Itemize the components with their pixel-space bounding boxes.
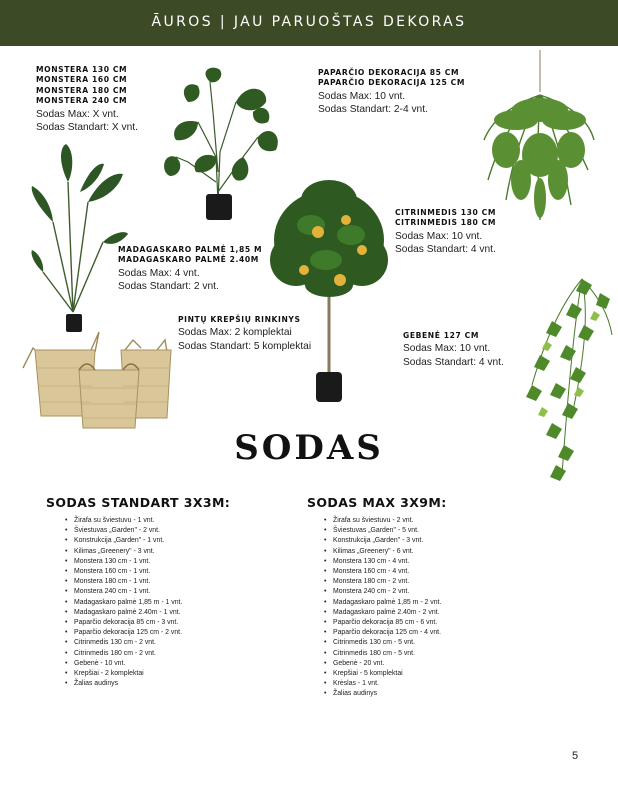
standart-quantity: Sodas Standart: 4 vnt.	[403, 357, 504, 368]
max-quantity: Sodas Max: 10 vnt.	[395, 230, 483, 242]
list-item: • Monstera 160 cm - 4 vnt.	[322, 567, 441, 577]
list-item: • Gebenė - 20 vnt.	[322, 659, 441, 669]
list-item: • Paparčio dekoracija 85 cm - 3 vnt.	[63, 618, 182, 628]
standart-quantity: Sodas Standart: 2 vnt.	[118, 281, 219, 293]
standart-quantity: Sodas Standart: 5 komplektai	[178, 341, 312, 352]
list-item: • Monstera 130 cm - 4 vnt.	[322, 557, 441, 567]
fern-info	[318, 68, 465, 117]
product-name: GEBENĖ 127 CM	[403, 331, 480, 340]
list-item: • Gebenė - 10 vnt.	[63, 659, 182, 669]
list-item: • Žirafa su šviestuvu - 1 vnt.	[63, 516, 182, 526]
list-item: • Paparčio dekoracija 125 cm - 4 vnt.	[322, 628, 441, 638]
list-item: • Monstera 180 cm - 2 vnt.	[322, 577, 441, 587]
list-item: • Madagaskaro palmė 1,85 m - 1 vnt.	[63, 598, 182, 608]
lemon-tree-icon	[266, 180, 392, 408]
product-name: MONSTERA 240 CM	[36, 96, 128, 106]
list-item: • Citrinmedis 130 cm - 5 vnt.	[322, 638, 441, 648]
max-quantity: Sodas Max: X vnt.	[36, 108, 119, 120]
wicker-baskets-icon	[15, 328, 175, 432]
product-name: MADAGASKARO PALMĖ 2.40M	[118, 255, 259, 265]
list-item: • Madagaskaro palmė 2.40m - 1 vnt.	[63, 608, 182, 618]
product-name: CITRINMEDIS 180 CM	[395, 218, 497, 228]
list-item: • Paparčio dekoracija 125 cm - 2 vnt.	[63, 628, 182, 638]
product-name: PAPARČIO DEKORACIJA 85 CM	[318, 68, 460, 77]
list-item: • Žirafa su šviestuvu - 2 vnt.	[322, 516, 441, 526]
list-item: • Šviestuvas „Garden" - 2 vnt.	[63, 526, 182, 536]
max-items-list	[322, 516, 441, 700]
list-item: • Madagaskaro palmė 2.40m - 2 vnt.	[322, 608, 441, 618]
palm-info	[118, 245, 262, 294]
product-name: PAPARČIO DEKORACIJA 125 CM	[318, 78, 466, 88]
list-item: • Paparčio dekoracija 85 cm - 6 vnt.	[322, 618, 441, 628]
standart-title: SODAS STANDART 3X3M:	[46, 495, 231, 510]
product-name: MADAGASKARO PALMĖ 1,85 M	[118, 245, 263, 254]
max-title: SODAS MAX 3X9M:	[307, 495, 447, 510]
list-item: • Žalias audinys	[322, 689, 441, 699]
list-item: • Citrinmedis 180 cm - 2 vnt.	[63, 649, 182, 659]
product-name: PINTŲ KREPŠIŲ RINKINYS	[178, 315, 301, 324]
standart-quantity: Sodas Standart: 2-4 vnt.	[318, 104, 428, 116]
hanging-fern-icon	[476, 50, 596, 228]
max-quantity: Sodas Max: 2 komplektai	[178, 327, 292, 339]
monstera-plant-icon	[158, 62, 283, 224]
ivy-info	[403, 331, 504, 370]
list-item: • Monstera 180 cm - 1 vnt.	[63, 577, 182, 587]
list-item: • Konstrukcija „Garden" - 3 vnt.	[322, 536, 441, 546]
monstera-info	[36, 65, 138, 135]
page-header	[0, 0, 618, 46]
list-item: • Žalias audinys	[63, 679, 182, 689]
list-item: • Konstrukcija „Garden" - 1 vnt.	[63, 536, 182, 546]
product-name: MONSTERA 130 CM	[36, 65, 128, 74]
product-name: CITRINMEDIS 130 CM	[395, 208, 497, 217]
standart-quantity: Sodas Standart: 4 vnt.	[395, 244, 496, 256]
standart-quantity: Sodas Standart: X vnt.	[36, 122, 138, 134]
list-item: • Krepšiai - 5 komplektai	[322, 669, 441, 679]
main-title: SODAS	[234, 428, 384, 468]
list-item: • Madagaskaro palmė 1,85 m - 2 vnt.	[322, 598, 441, 608]
header-title: ĀUROS | JAU PARUOŠTAS DEKORAS	[151, 14, 467, 30]
madagascar-palm-icon	[28, 142, 130, 334]
page-number: 5	[572, 750, 579, 762]
product-name: MONSTERA 180 CM	[36, 85, 128, 95]
list-item: • Monstera 240 cm - 2 vnt.	[322, 587, 441, 597]
max-quantity: Sodas Max: 10 vnt.	[318, 90, 406, 102]
list-item: • Monstera 130 cm - 1 vnt.	[63, 557, 182, 567]
standart-items-list	[63, 516, 182, 689]
list-item: • Kilimas „Greenery" - 3 vnt.	[63, 547, 182, 557]
list-item: • Kilimas „Greenery" - 6 vnt.	[322, 547, 441, 557]
list-item: • Šviestuvas „Garden" - 5 vnt.	[322, 526, 441, 536]
max-quantity: Sodas Max: 4 vnt.	[118, 267, 200, 279]
list-item: • Krepšiai - 2 komplektai	[63, 669, 182, 679]
list-item: • Citrinmedis 130 cm - 2 vnt.	[63, 638, 182, 648]
list-item: • Krėslas - 1 vnt.	[322, 679, 441, 689]
list-item: • Citrinmedis 180 cm - 5 vnt.	[322, 649, 441, 659]
list-item: • Monstera 160 cm - 1 vnt.	[63, 567, 182, 577]
product-name: MONSTERA 160 CM	[36, 75, 128, 85]
max-quantity: Sodas Max: 10 vnt.	[403, 343, 491, 355]
list-item: • Monstera 240 cm - 1 vnt.	[63, 587, 182, 597]
